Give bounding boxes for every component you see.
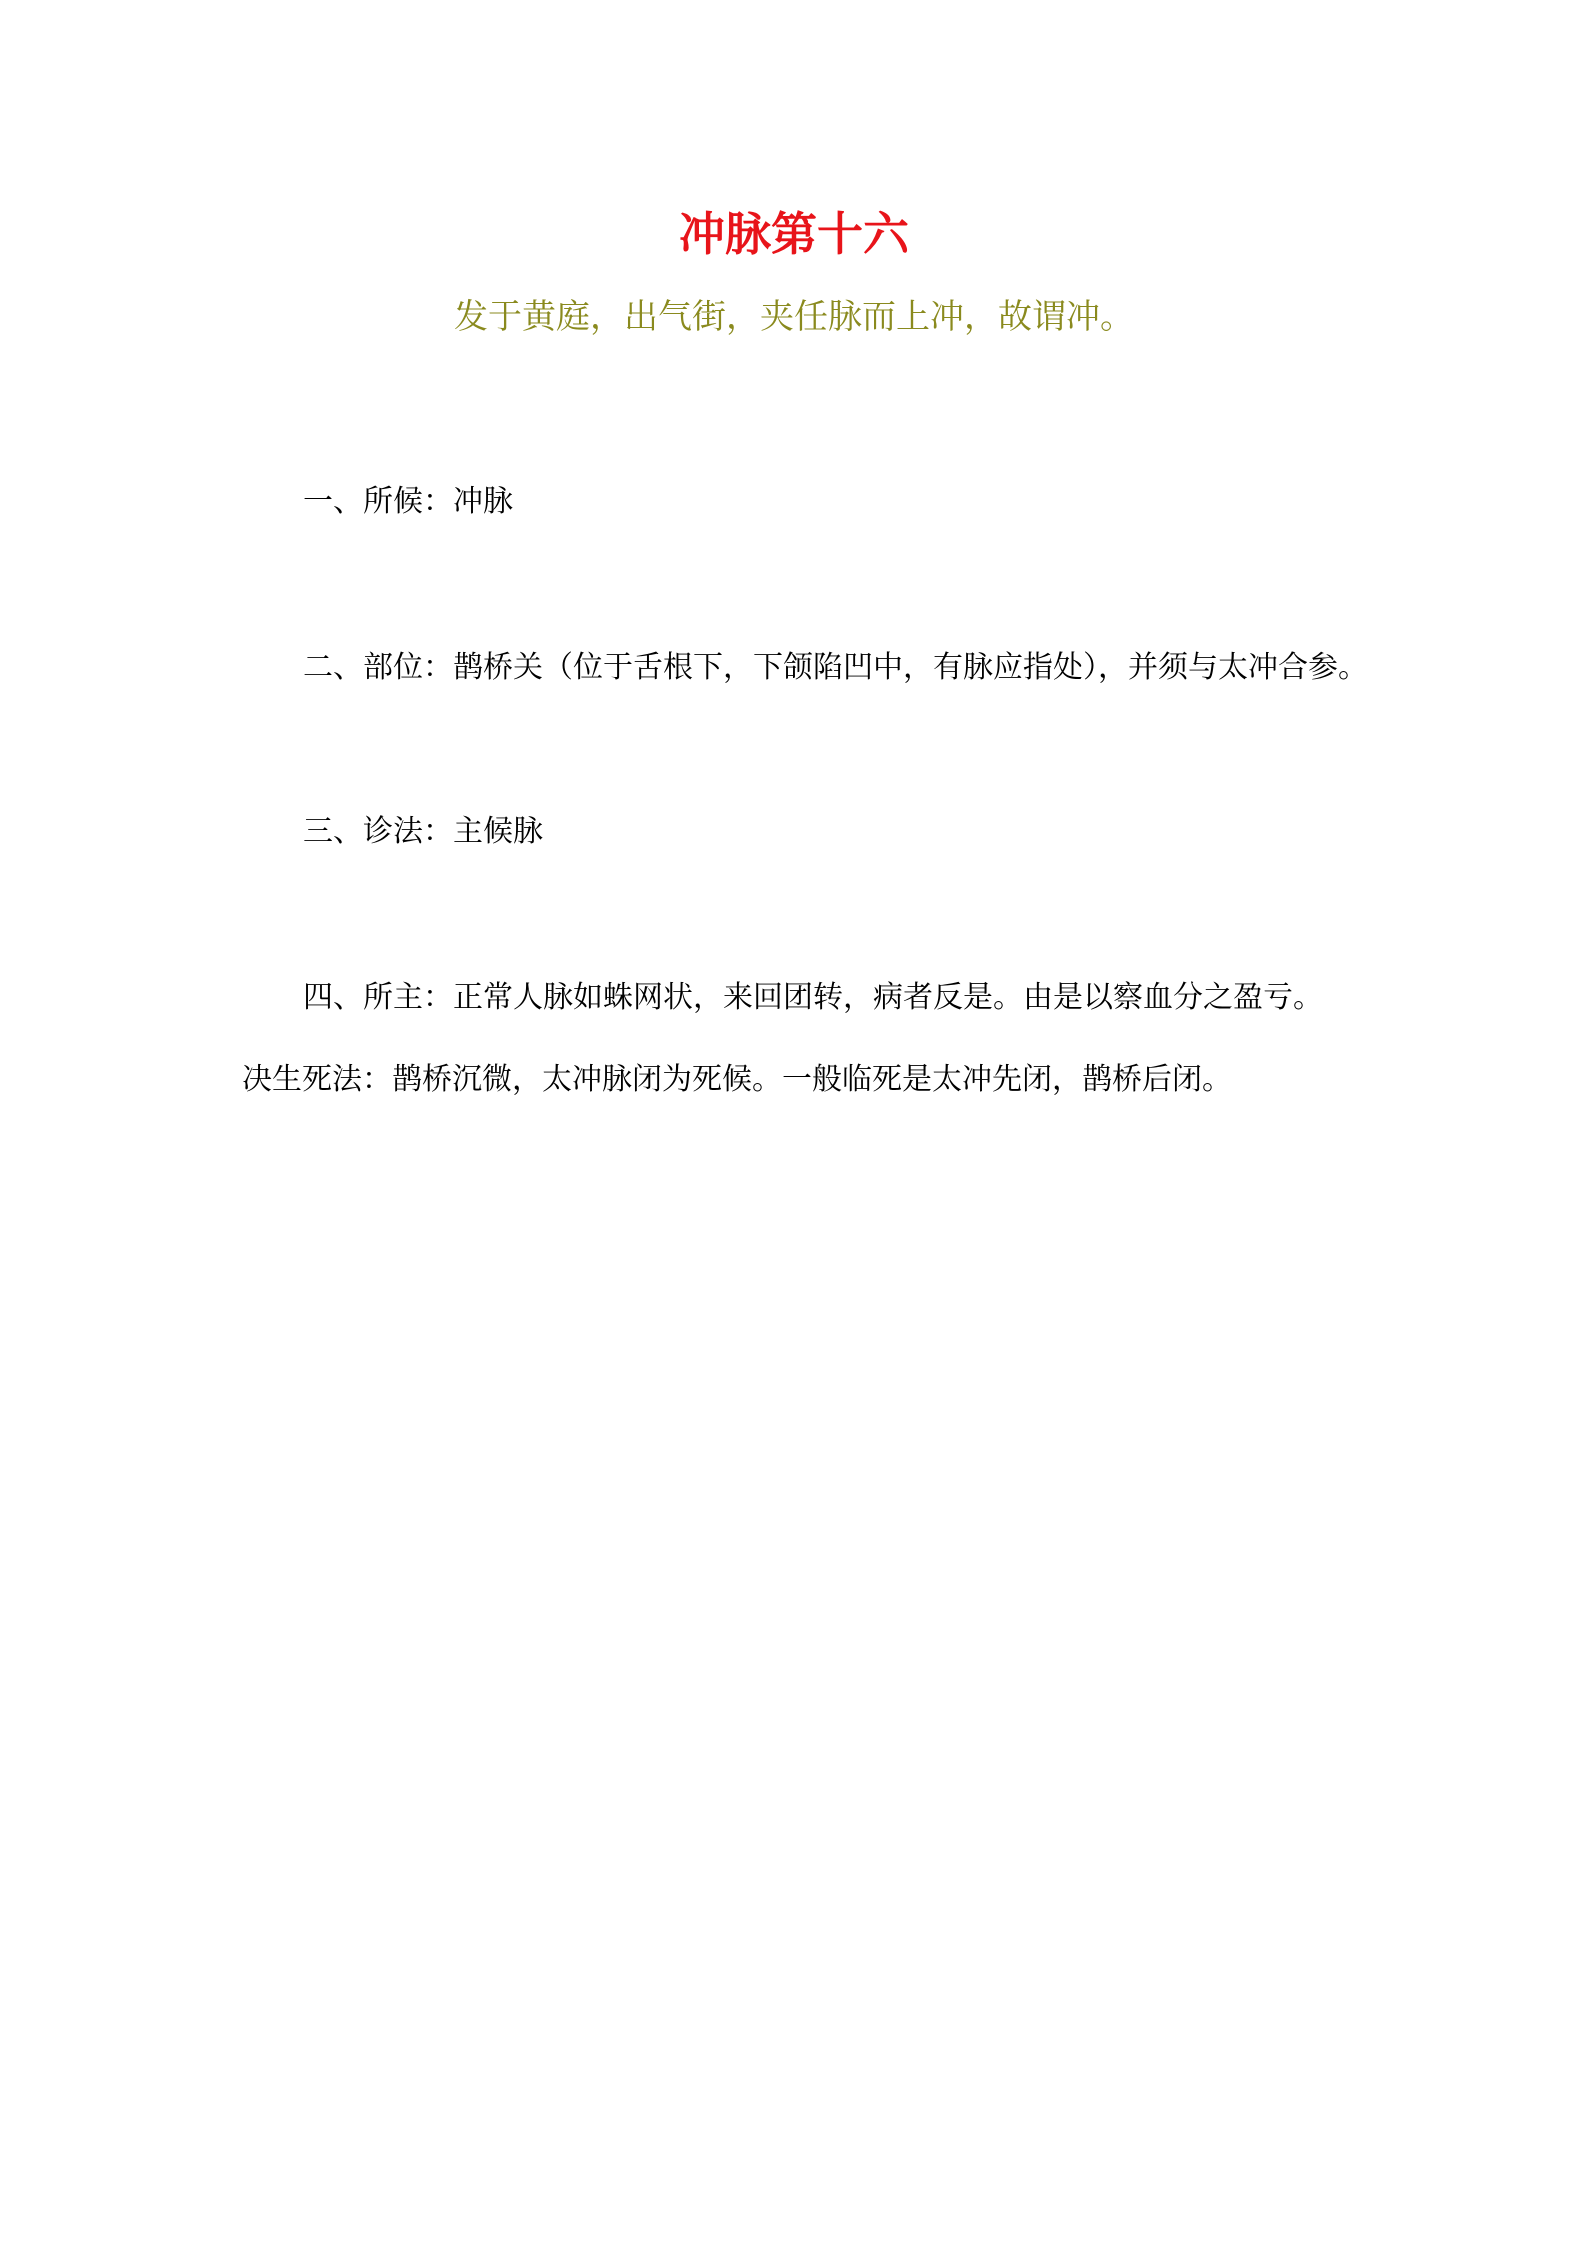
paragraph-1: 一、所候：冲脉 bbox=[303, 484, 513, 519]
paragraph-2: 二、部位：鹊桥关（位于舌根下，下颌陷凹中，有脉应指处），并须与太冲合参。 bbox=[303, 650, 1368, 685]
paragraph-4: 四、所主：正常人脉如蛛网状，来回团转，病者反是。由是以察血分之盈亏。 bbox=[303, 980, 1323, 1015]
paragraph-4-continuation: 决生死法：鹊桥沉微，太冲脉闭为死候。一般临死是太冲先闭，鹊桥后闭。 bbox=[242, 1062, 1232, 1097]
paragraph-3: 三、诊法：主候脉 bbox=[303, 814, 543, 849]
page-title: 冲脉第十六 bbox=[679, 207, 909, 261]
page-subtitle: 发于黄庭，出气街，夹任脉而上冲，故谓冲。 bbox=[454, 297, 1134, 337]
